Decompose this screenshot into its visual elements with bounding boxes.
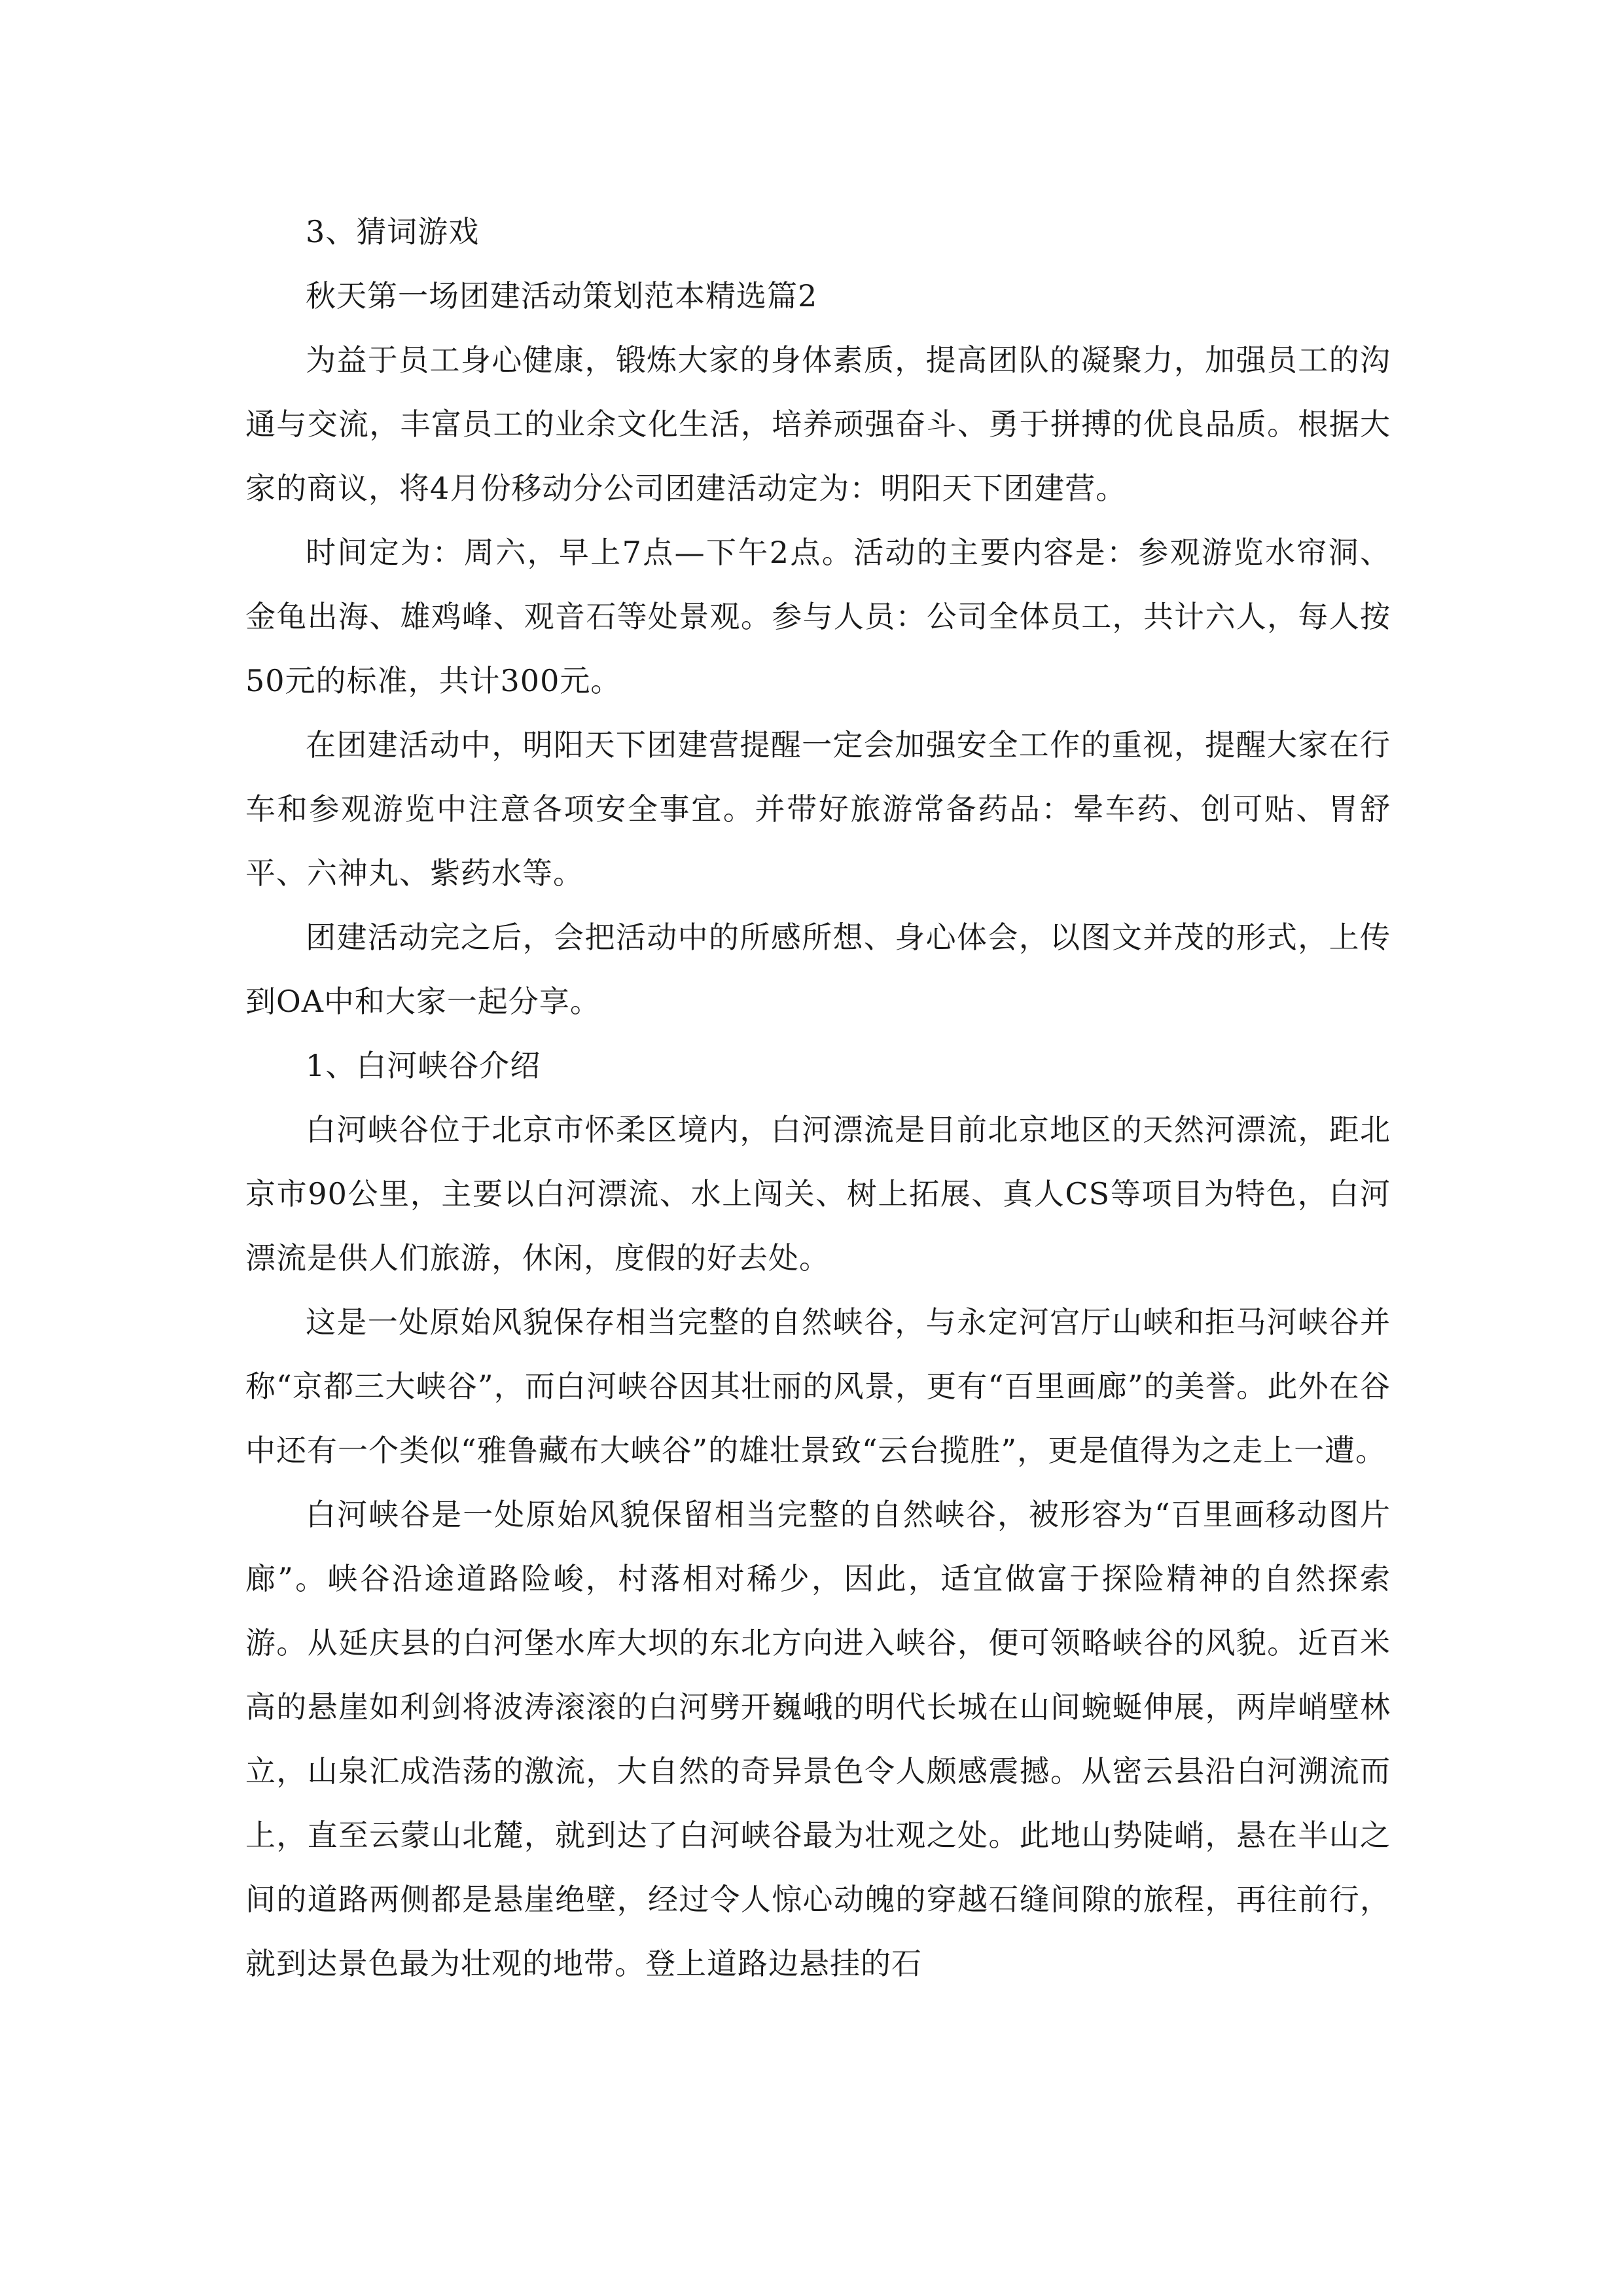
list-heading-canyon-intro: 1、白河峡谷介绍 (306, 1048, 541, 1083)
body-paragraph: 时间定为：周六，早上7点—下午2点。活动的主要内容是：参观游览水帘洞、金龟出海、雄鸡峰、观音石等处景观。参与人员：公司全体员工，共计六人，每人按50元的标准，共计300元。 (245, 535, 1391, 698)
body-paragraph: 这是一处原始风貌保存相当完整的自然峡谷，与永定河宫厅山峡和拒马河峡谷并称“京都三大峡谷”，而白河峡谷因其壮丽的风景，更有“百里画廊”的美誉。此外在谷中还有一个类似“雅鲁藏布大峡谷”的雄壮景致“云台揽胜”，更是值得为之走上一遭。 (245, 1304, 1391, 1468)
list-heading-word-game: 3、猜词游戏 (306, 214, 480, 249)
body-paragraph: 白河峡谷是一处原始风貌保留相当完整的自然峡谷，被形容为“百里画移动图片廊”。峡谷沿途道路险峻，村落相对稀少，因此，适宜做富于探险精神的自然探索游。从延庆县的白河堡水库大坝的东北方向进入峡谷，便可领略峡谷的风貌。近百米高的悬崖如利剑将波涛滚滚的白河劈开巍峨的明代长城在山间蜿蜒伸展，两岸峭壁林立，山泉汇成浩荡的激流，大自然的奇异景色令人颇感震撼。从密云县沿白河溯流而上，直至云蒙山北麓，就到达了白河峡谷最为壮观之处。此地山势陡峭，悬在半山之间的道路两侧都是悬崖绝壁，经过令人惊心动魄的穿越石缝间隙的旅程，再往前行，就到达景色最为壮观的地带。登上道路边悬挂的石 (245, 1497, 1391, 1981)
body-paragraph: 白河峡谷位于北京市怀柔区境内，白河漂流是目前北京地区的天然河漂流，距北京市90公里，主要以白河漂流、水上闯关、树上拓展、真人CS等项目为特色，白河漂流是供人们旅游，休闲，度假的好去处。 (245, 1112, 1391, 1276)
body-paragraph: 团建活动完之后，会把活动中的所感所想、身心体会，以图文并茂的形式，上传到OA中和大家一起分享。 (245, 920, 1391, 1019)
body-paragraph: 在团建活动中，明阳天下团建营提醒一定会加强安全工作的重视，提醒大家在行车和参观游览中注意各项安全事宜。并带好旅游常备药品：晕车药、创可贴、胃舒平、六神丸、紫药水等。 (245, 727, 1391, 891)
body-paragraph: 为益于员工身心健康，锻炼大家的身体素质，提高团队的凝聚力，加强员工的沟通与交流，丰富员工的业余文化生活，培养顽强奋斗、勇于拼搏的优良品质。根据大家的商议，将4月份移动分公司团建活动定为：明阳天下团建营。 (245, 342, 1391, 506)
document-body (245, 200, 1391, 1996)
section-title: 秋天第一场团建活动策划范本精选篇2 (306, 278, 818, 314)
